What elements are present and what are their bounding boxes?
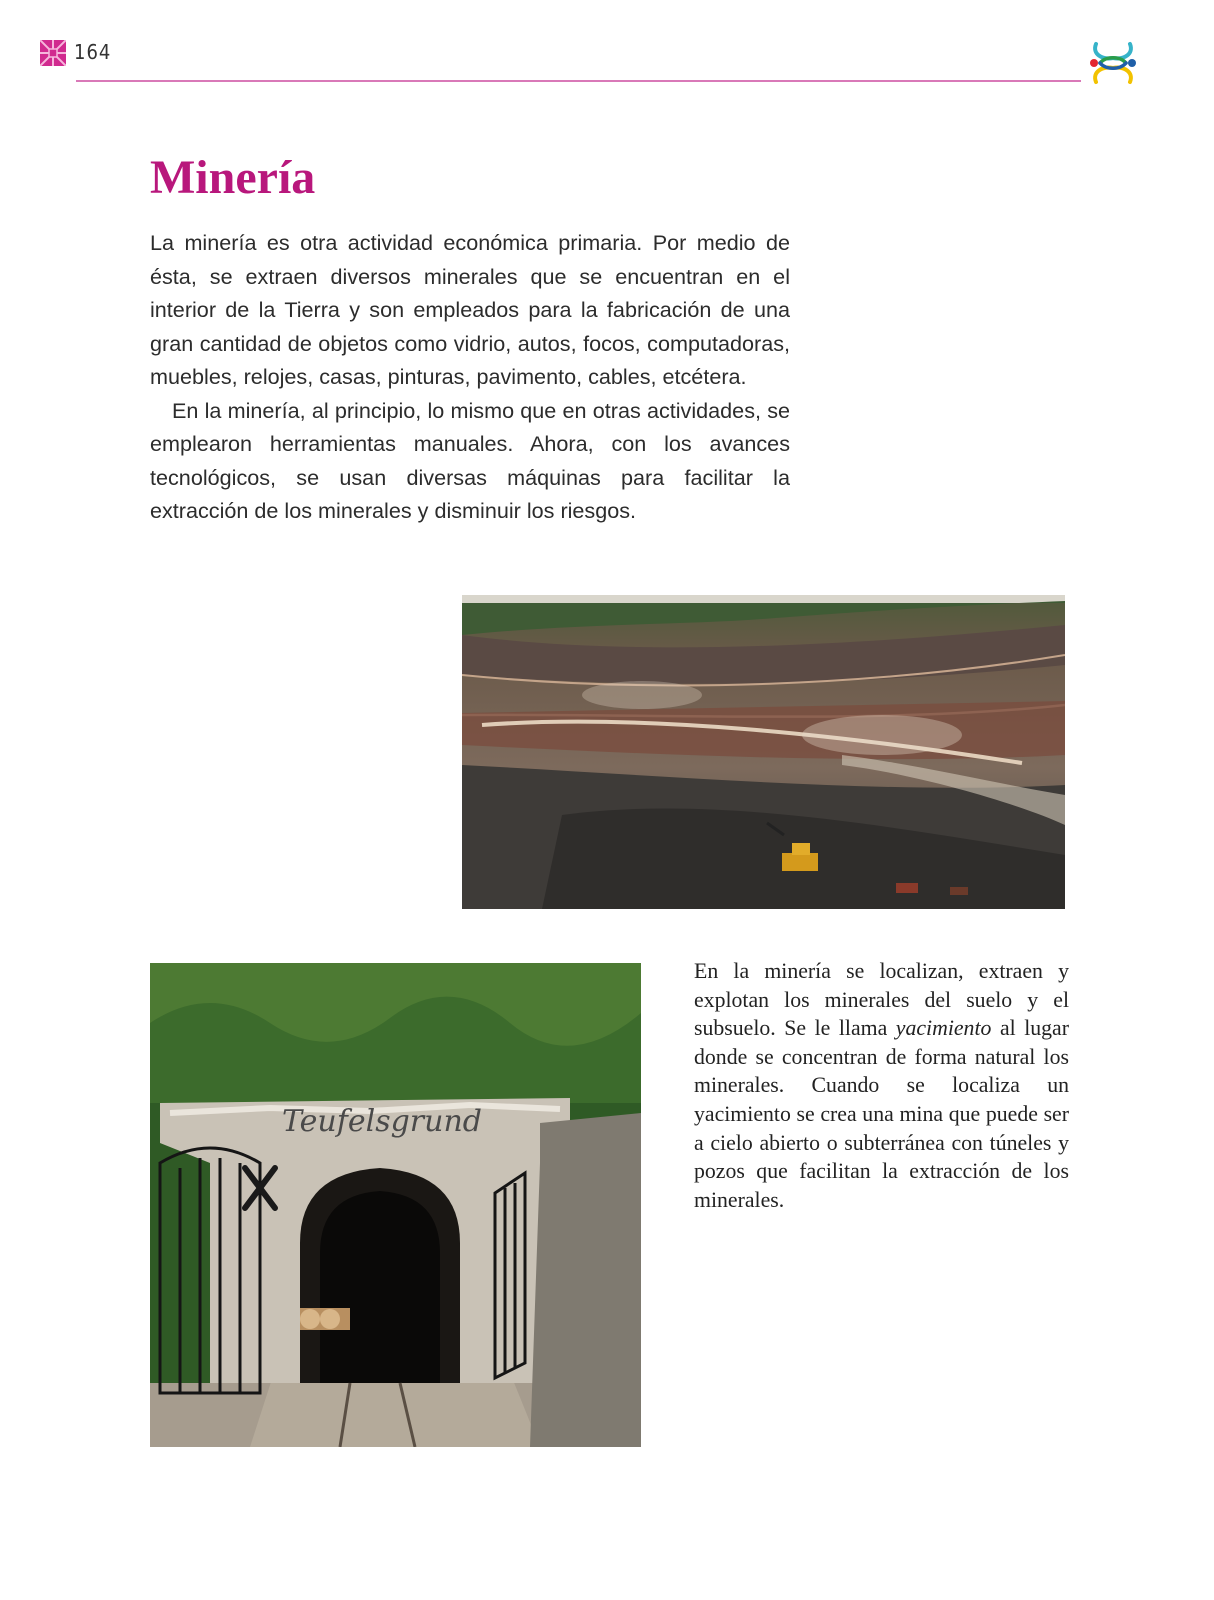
pink-pattern-icon [40, 40, 66, 66]
open-pit-mine-photo [462, 595, 1065, 909]
header-divider [76, 80, 1081, 82]
intro-paragraph-1: La minería es otra actividad económica primaria. Por medio de ésta, se extraen diversos minerales que se encuentran en el interior de la Tierra y son empleados para la fabricación de una gran cantidad de objetos como vidrio, autos, focos, computadoras, muebles, relojes, casas, pinturas, pavimento, cables, etcétera. [150, 230, 790, 389]
intro-text [150, 226, 790, 528]
caption-text-end: al lugar donde se concentran de forma natural los minerales. Cuando se localiza un yacimiento se crea una mina que puede ser a cielo abierto o subterránea con túneles y pozos que facilitan la extracción de los minerales. [694, 1016, 1069, 1212]
tunnel-sign-text: Teufelsgrund [282, 1104, 482, 1139]
caption-term-yacimiento: yacimiento [895, 1016, 992, 1041]
intro-paragraph-2: En la minería, al principio, lo mismo que en otras actividades, se emplearon herramientas manuales. Ahora, con los avances tecnológicos, se usan diversas máquinas para facilitar la extracción de los minerales y disminuir los riesgos. [150, 397, 790, 523]
page-title: Minería [150, 151, 316, 204]
page-number: 164 [74, 40, 112, 64]
mine-tunnel-photo [150, 963, 641, 1447]
colorful-figure-logo [1088, 38, 1138, 88]
mining-caption [694, 957, 1069, 1214]
caption-text-start: En la minería se localizan, extraen y explotan los minerales del suelo y el subsuelo. Se le llama [694, 959, 1069, 1041]
